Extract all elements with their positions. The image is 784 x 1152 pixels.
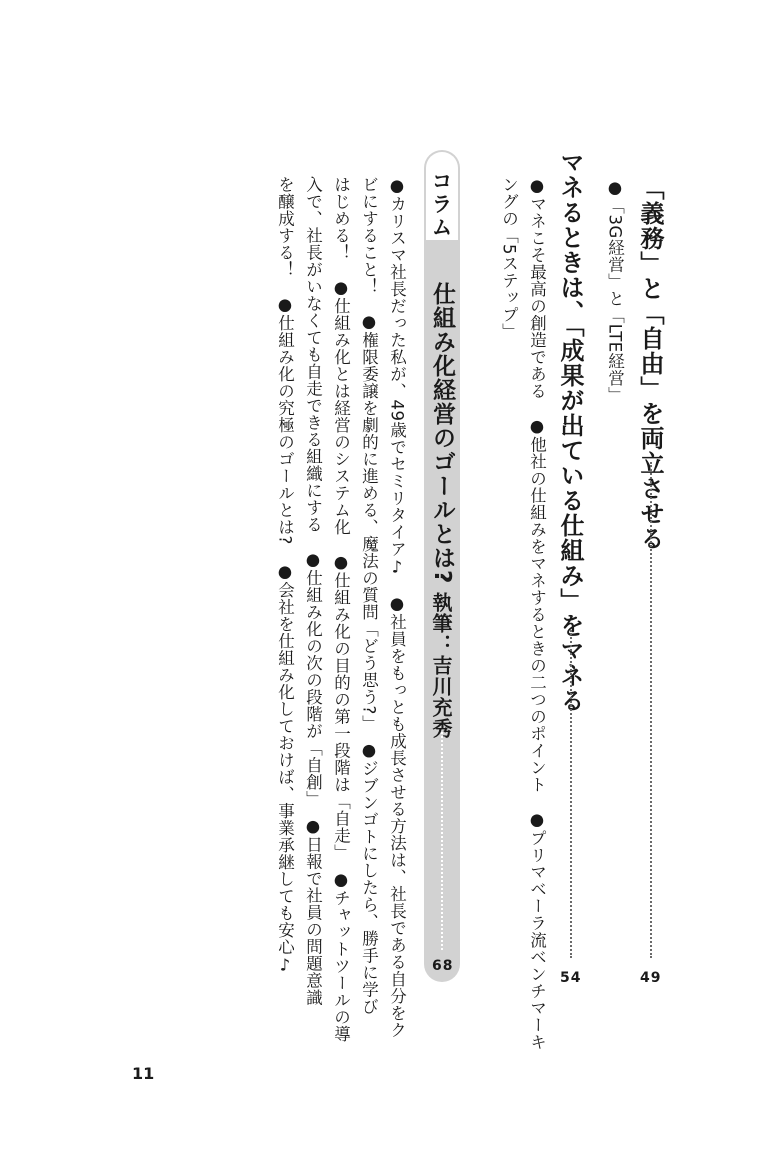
column-text-line3: はじめる！ ●仕組み化とは経営のシステム化 ●仕組み化の目的の第一段階は「自走」 ●チャットツールの導	[331, 176, 351, 1043]
entry-1-leader	[650, 462, 652, 958]
column-text-line4: 入で、社長がいなくても自走できる組織にする ●仕組み化の次の段階が「自創」 ●日報で社員の問題意識	[303, 176, 323, 1006]
column-label: コラム	[429, 170, 453, 239]
column-author: 執筆：吉川充秀	[429, 592, 453, 739]
column-leader	[441, 732, 443, 950]
column-page: 68	[432, 958, 454, 974]
entry-1-title: 「義務」と「自由」を両立させる	[636, 176, 664, 551]
entry-2-title: マネるときは、「成果が出ている仕組み」をマネる	[556, 150, 584, 713]
column-text-line5: を醸成する！ ●仕組み化の究極のゴールとは? ●会社を仕組み化しておけば、事業承継しても安心♪	[275, 176, 295, 975]
entry-1-page: 49	[640, 970, 662, 986]
entry-1-subitem: ●「3G経営」と「LTE経営」	[605, 178, 625, 404]
column-text-line2: ビにすること！ ●権限委譲を劇的に進める、魔法の質問「どう思う?」 ●ジブンゴトにしたら、勝手に学び	[359, 176, 379, 1016]
entry-2-subitem-line2: ングの「5ステップ」	[499, 176, 519, 340]
entry-2-subitem-line1: ●マネこそ最高の創造である ●他社の仕組みをマネするときの二つのポイント ●プリマベーラ流ベンチマーキ	[527, 176, 547, 1051]
column-title: 仕組み化経営のゴールとは?	[429, 282, 455, 585]
entry-2-page: 54	[560, 970, 582, 986]
column-text-line1: ●カリスマ社長だった私が、49歳でセミリタイア♪ ●社員をもっとも成長させる方法は、社長である自分をク	[387, 176, 407, 1039]
page-number: 11	[132, 1064, 155, 1083]
entry-2-leader	[570, 630, 572, 958]
